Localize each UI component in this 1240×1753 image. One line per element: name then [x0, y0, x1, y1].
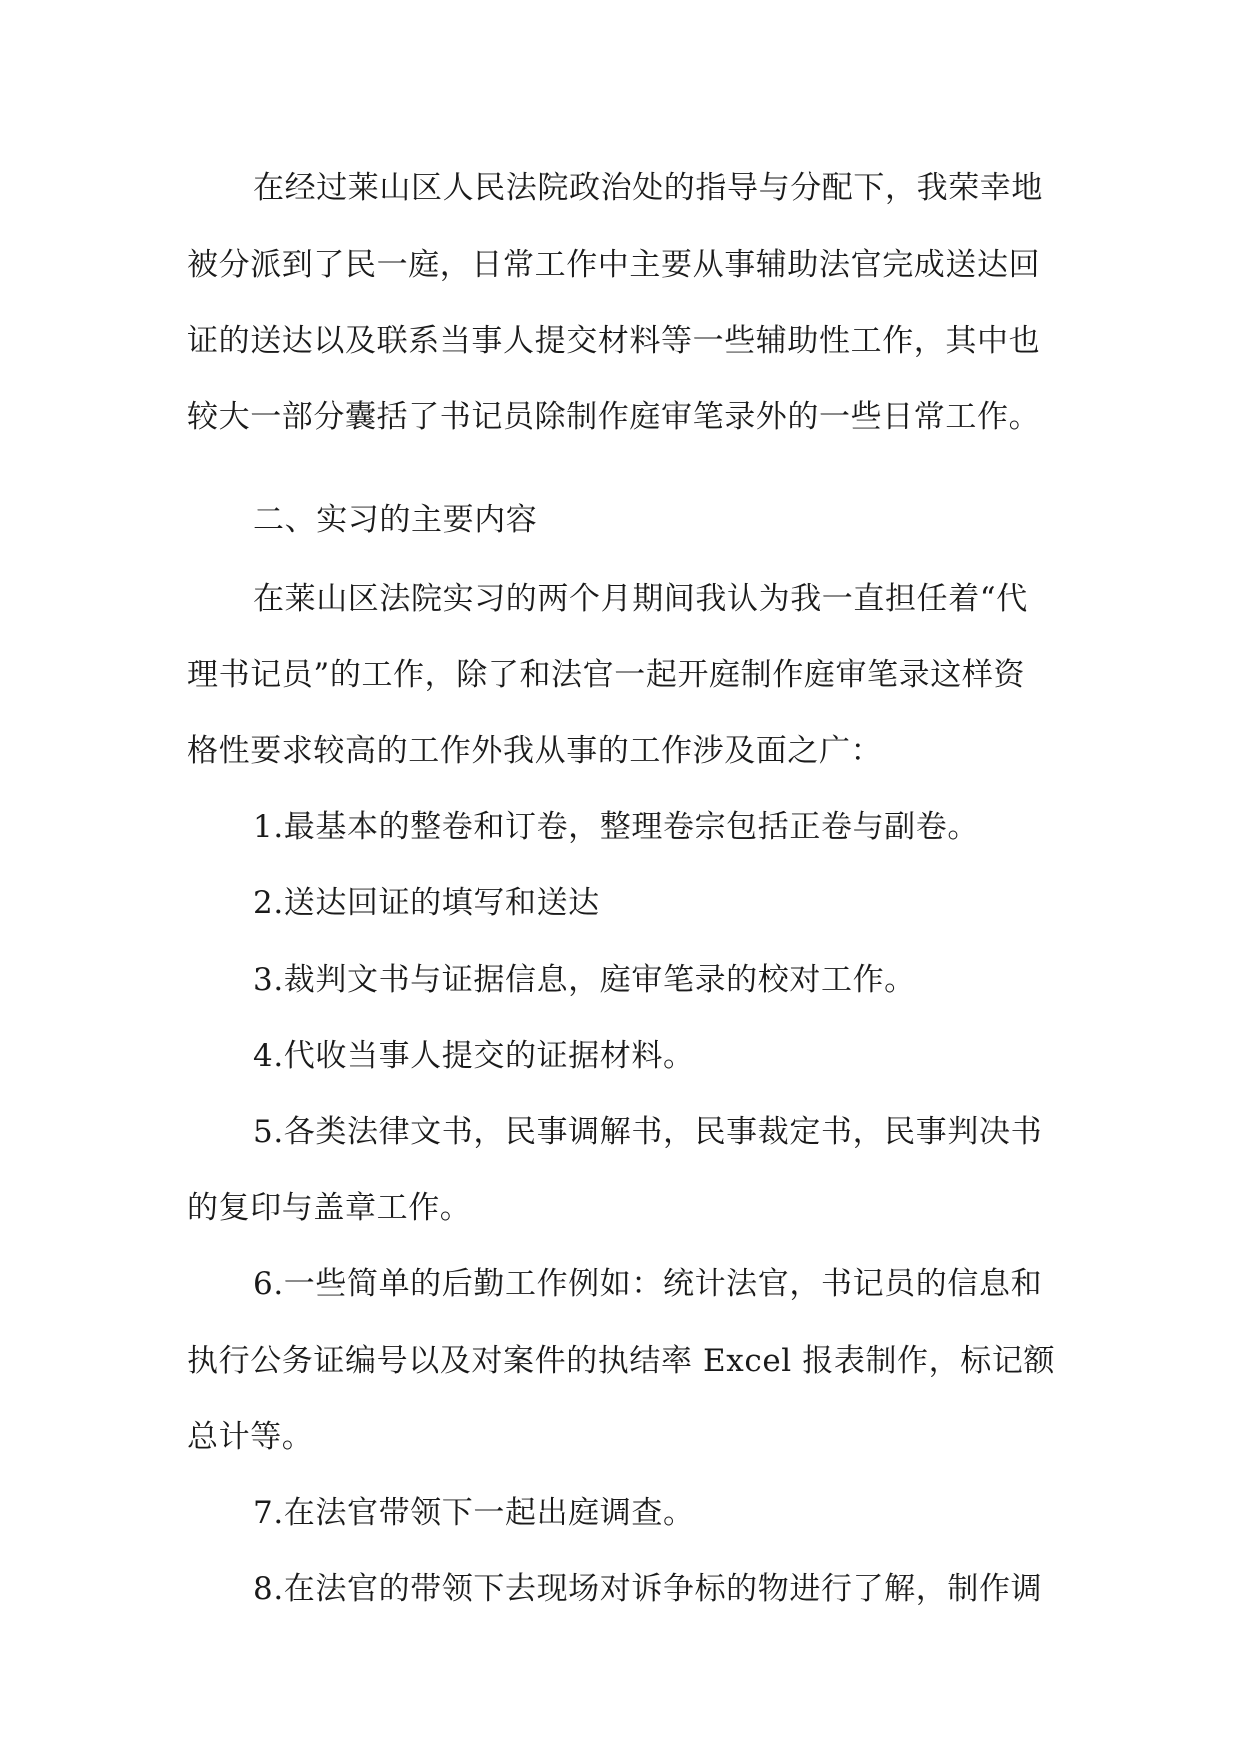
paragraph-1-line-4: 较大一部分囊括了书记员除制作庭审笔录外的一些日常工作。 [187, 399, 1041, 435]
paragraph-1-line-3: 证的送达以及联系当事人提交材料等一些辅助性工作，其中也 [187, 323, 1041, 359]
list-item-6-line-1: 6.一些简单的后勤工作例如：统计法官，书记员的信息和 [253, 1266, 1043, 1302]
paragraph-2-line-3: 格性要求较高的工作外我从事的工作涉及面之广： [187, 733, 883, 769]
paragraph-1-line-1: 在经过莱山区人民法院政治处的指导与分配下，我荣幸地 [253, 170, 1043, 206]
section-heading: 二、实习的主要内容 [253, 502, 538, 538]
list-item-2: 2.送达回证的填写和送达 [253, 885, 600, 921]
list-item-3: 3.裁判文书与证据信息，庭审笔录的校对工作。 [253, 962, 916, 998]
list-item-6-line-3: 总计等。 [187, 1419, 314, 1455]
paragraph-1-line-2: 被分派到了民一庭，日常工作中主要从事辅助法官完成送达回 [187, 247, 1041, 283]
list-item-5-line-1: 5.各类法律文书，民事调解书，民事裁定书，民事判决书 [253, 1114, 1043, 1150]
list-item-7: 7.在法官带领下一起出庭调查。 [253, 1495, 695, 1531]
list-item-8-line-1: 8.在法官的带领下去现场对诉争标的物进行了解，制作调 [253, 1571, 1043, 1607]
list-item-5-line-2: 的复印与盖章工作。 [187, 1190, 472, 1226]
paragraph-2-line-2: 理书记员”的工作，除了和法官一起开庭制作庭审笔录这样资 [187, 657, 1026, 693]
paragraph-2-line-1: 在莱山区法院实习的两个月期间我认为我一直担任着“代 [253, 581, 1028, 617]
list-item-4: 4.代收当事人提交的证据材料。 [253, 1038, 695, 1074]
list-item-1: 1.最基本的整卷和订卷，整理卷宗包括正卷与副卷。 [253, 809, 979, 845]
list-item-6-line-2: 执行公务证编号以及对案件的执结率 Excel 报表制作，标记额 [187, 1343, 1056, 1379]
